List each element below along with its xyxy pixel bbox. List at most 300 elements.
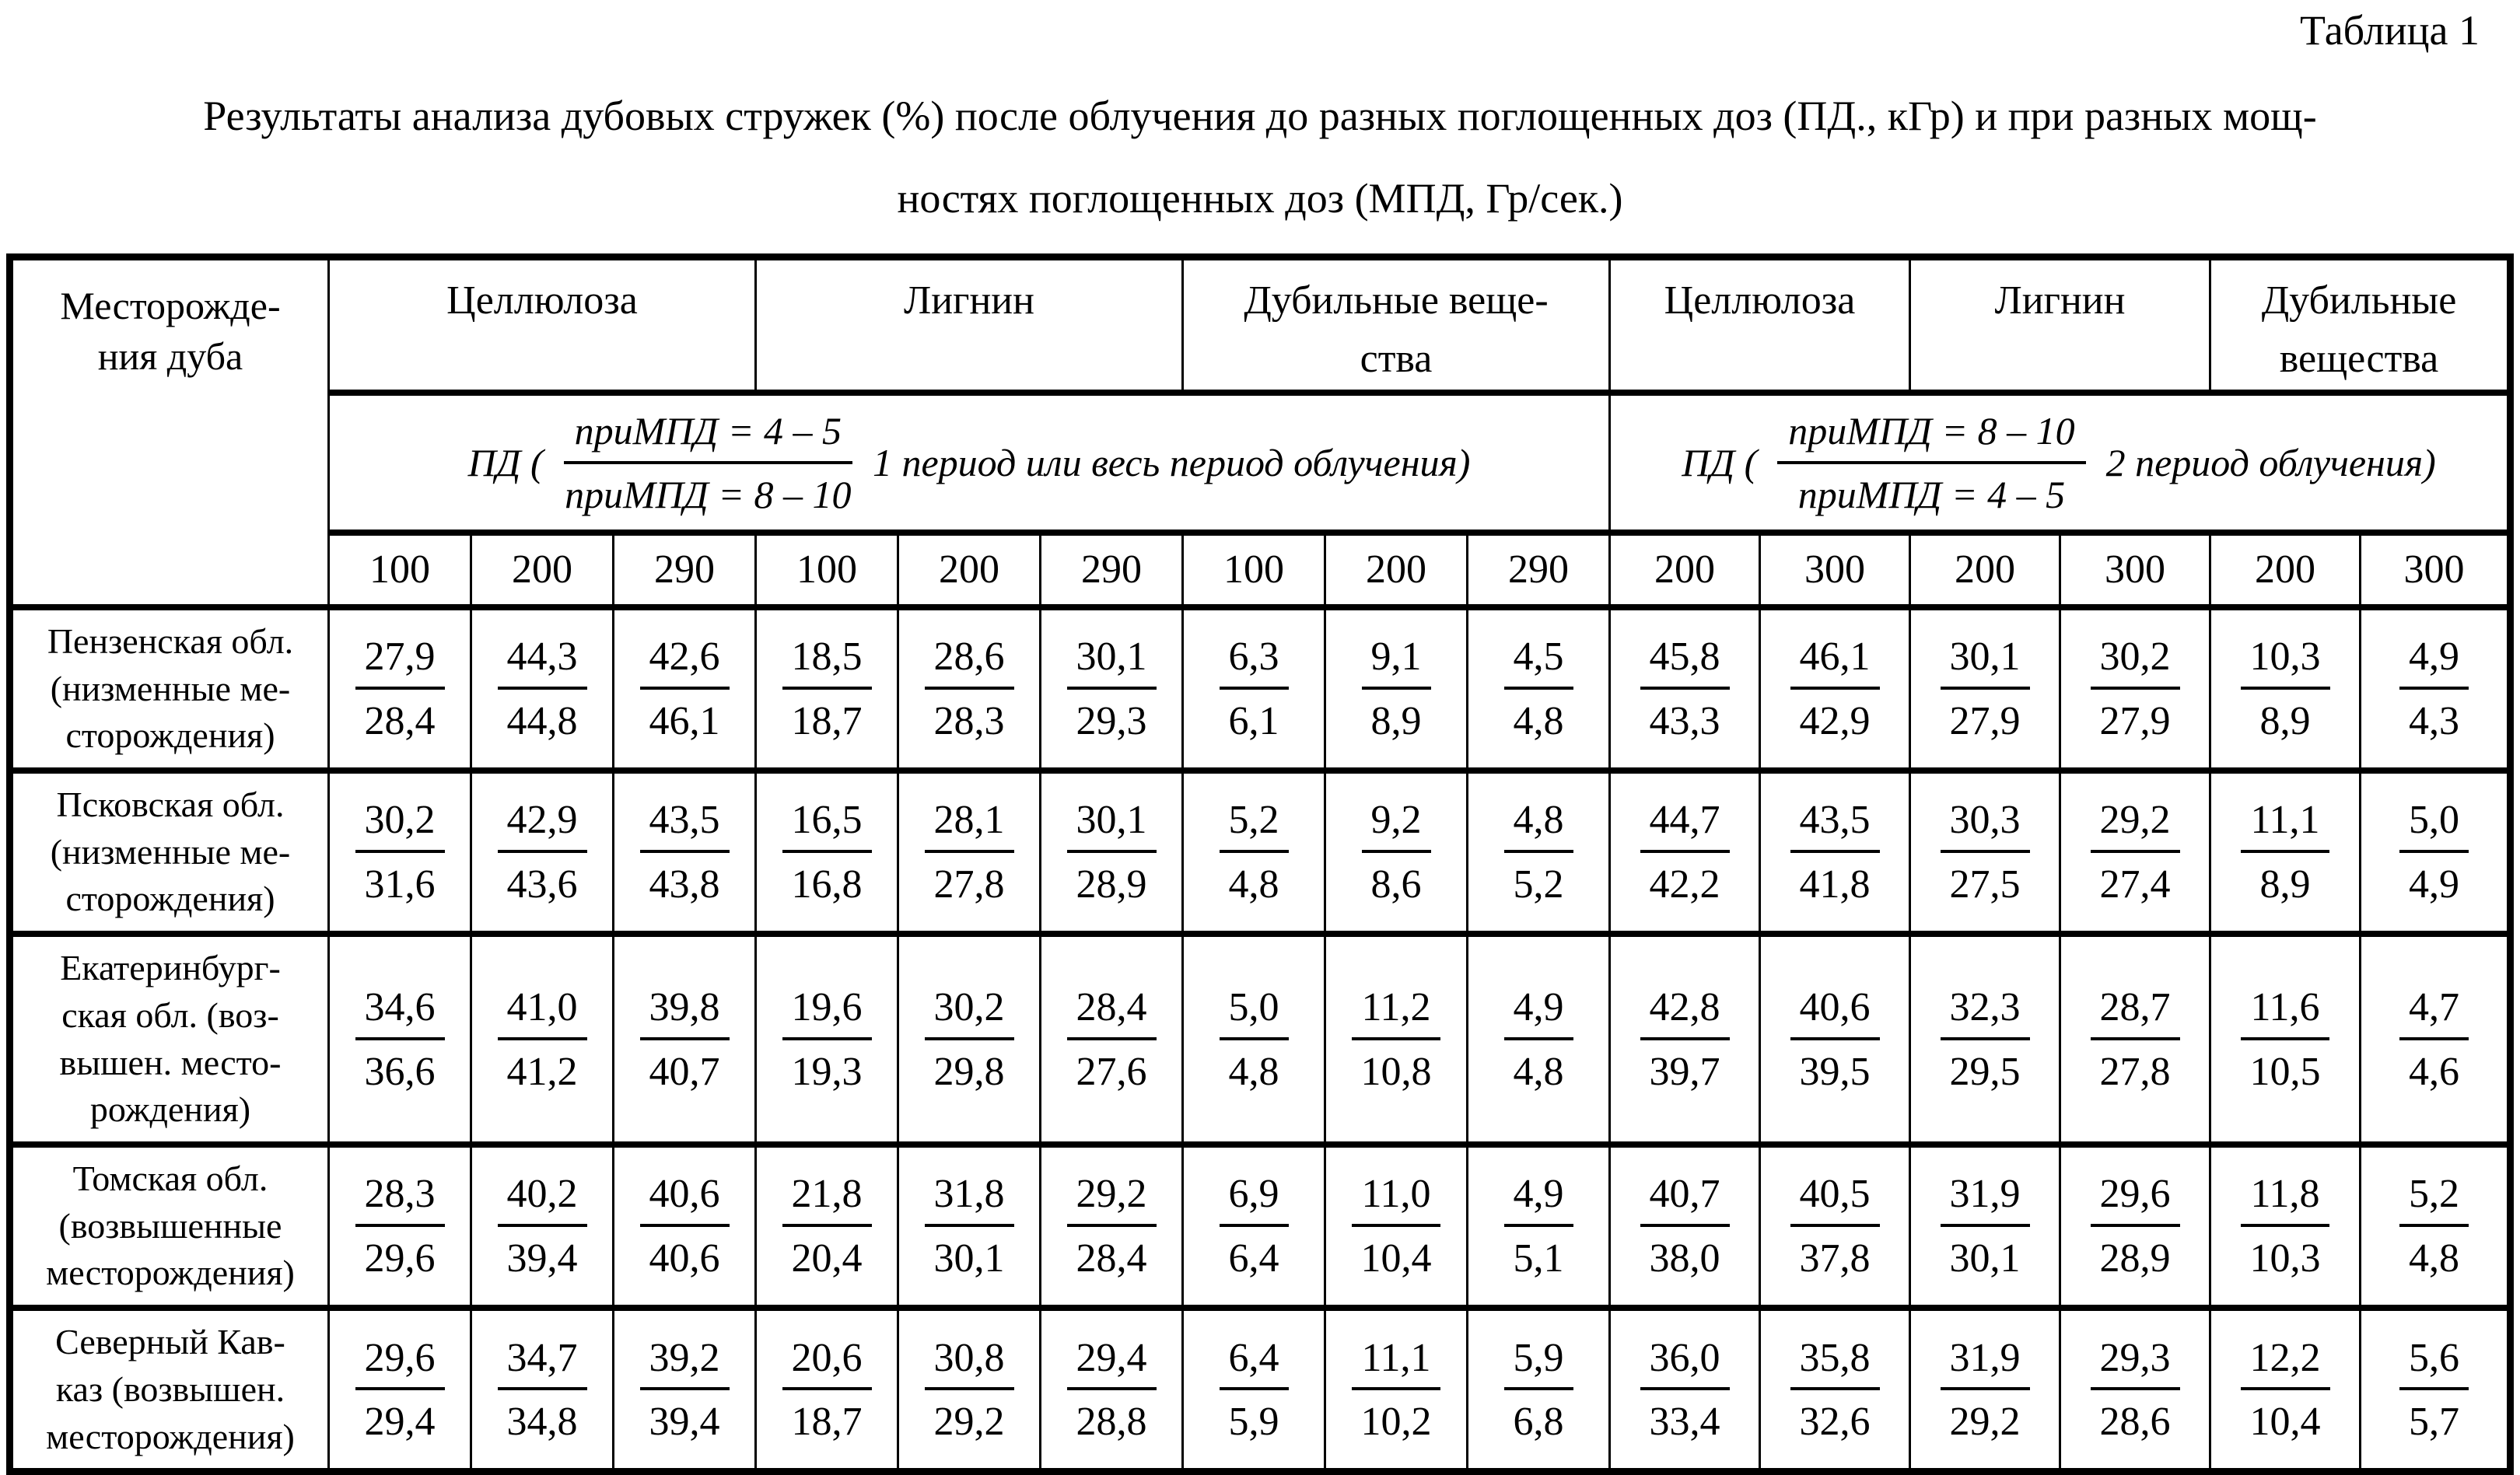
dose-formula-period-2-content — [1682, 408, 2436, 517]
value-top: 42,6 — [640, 634, 730, 690]
value-top: 18,5 — [782, 634, 872, 690]
value-top: 10,3 — [2241, 634, 2330, 690]
value-fraction — [2399, 798, 2469, 906]
value-cell — [2060, 934, 2210, 1145]
value-top: 28,1 — [925, 798, 1014, 853]
value-fraction — [1504, 798, 1573, 906]
value-fraction — [355, 985, 445, 1093]
value-bottom: 36,6 — [364, 1049, 436, 1094]
value-cell — [1610, 607, 1760, 771]
value-cell — [1183, 1308, 1325, 1472]
value-top: 9,1 — [1362, 634, 1431, 690]
value-top: 40,2 — [498, 1172, 587, 1227]
value-top: 32,3 — [1941, 985, 2030, 1040]
dose-header-cell-12: 200 — [1910, 533, 2060, 607]
value-fraction — [1640, 634, 1730, 743]
column-group-header-1: Целлюлоза — [329, 257, 756, 393]
value-bottom: 40,6 — [649, 1236, 720, 1281]
formula-prefix: ПД ( — [1682, 440, 1758, 484]
value-bottom: 41,8 — [1799, 862, 1871, 907]
value-bottom: 34,8 — [506, 1400, 578, 1445]
value-cell — [1760, 607, 1910, 771]
value-top: 30,2 — [355, 798, 445, 853]
value-bottom: 29,5 — [1949, 1049, 2021, 1094]
value-bottom: 32,6 — [1799, 1400, 1871, 1445]
value-fraction — [2091, 1336, 2180, 1444]
value-top: 44,3 — [498, 634, 587, 690]
value-fraction — [498, 798, 587, 906]
value-bottom: 20,4 — [791, 1236, 863, 1281]
dose-header-cell-4: 100 — [756, 533, 898, 607]
value-cell — [329, 771, 471, 934]
value-top: 4,5 — [1504, 634, 1573, 690]
value-fraction — [782, 1172, 872, 1280]
value-bottom: 18,7 — [791, 1400, 863, 1445]
data-row-5 — [10, 1308, 2511, 1472]
value-bottom: 33,4 — [1649, 1400, 1720, 1445]
value-fraction — [1067, 1336, 1157, 1444]
value-fraction — [925, 634, 1014, 743]
value-top: 9,2 — [1362, 798, 1431, 853]
column-group-header-6: Дубильные вещества — [2210, 257, 2511, 393]
value-cell — [898, 1145, 1041, 1308]
value-top: 29,2 — [2091, 798, 2180, 853]
dose-header-cell-8: 200 — [1325, 533, 1468, 607]
dose-header-cell-6: 290 — [1041, 533, 1183, 607]
value-top: 30,1 — [1941, 634, 2030, 690]
value-fraction — [1352, 1336, 1440, 1444]
value-top: 11,2 — [1352, 985, 1440, 1040]
value-fraction — [1640, 798, 1730, 906]
value-top: 5,0 — [1220, 985, 1289, 1040]
value-top: 16,5 — [782, 798, 872, 853]
value-cell — [1760, 1308, 1910, 1472]
value-cell — [756, 607, 898, 771]
value-fraction — [2091, 798, 2180, 906]
formula-fraction — [1777, 408, 2085, 517]
value-fraction — [2091, 1172, 2180, 1280]
value-cell — [471, 607, 614, 771]
value-bottom: 4,8 — [2409, 1236, 2459, 1281]
formula-denominator: приМПД = 4 – 5 — [1797, 472, 2066, 516]
value-bottom: 27,6 — [1076, 1049, 1147, 1094]
value-bottom: 4,3 — [2409, 698, 2459, 743]
value-cell — [1910, 1308, 2060, 1472]
value-cell — [898, 607, 1041, 771]
value-top: 31,9 — [1941, 1172, 2030, 1227]
value-fraction — [355, 634, 445, 743]
value-bottom: 5,1 — [1513, 1236, 1564, 1281]
value-bottom: 10,4 — [1360, 1236, 1432, 1281]
value-cell — [1183, 1145, 1325, 1308]
column-group-header-4: Целлюлоза — [1610, 257, 1910, 393]
value-top: 40,6 — [640, 1172, 730, 1227]
value-cell — [1468, 934, 1610, 1145]
data-row-1 — [10, 607, 2511, 771]
value-bottom: 10,2 — [1360, 1400, 1432, 1445]
value-bottom: 16,8 — [791, 862, 863, 907]
value-fraction — [2241, 985, 2329, 1093]
value-fraction — [925, 985, 1014, 1093]
value-bottom: 29,2 — [933, 1400, 1005, 1445]
value-fraction — [2399, 1336, 2469, 1444]
value-fraction — [1640, 1336, 1730, 1444]
value-cell — [1183, 771, 1325, 934]
value-cell — [898, 934, 1041, 1145]
value-top: 4,7 — [2399, 985, 2469, 1040]
formula-fraction — [564, 408, 852, 517]
value-cell — [2361, 1308, 2511, 1472]
value-bottom: 30,1 — [933, 1236, 1005, 1281]
value-top: 43,5 — [640, 798, 730, 853]
value-cell — [1325, 1145, 1468, 1308]
value-fraction — [2091, 985, 2180, 1093]
value-bottom: 10,5 — [2249, 1049, 2321, 1094]
value-top: 27,9 — [355, 634, 445, 690]
value-cell — [1041, 1308, 1183, 1472]
data-row-4 — [10, 1145, 2511, 1308]
header-row-groups — [10, 257, 2511, 393]
value-fraction — [1640, 985, 1730, 1093]
caption-line-1: Результаты анализа дубовых стружек (%) после облучения до разных поглощенных доз (ПД., кГр) и при разных мощ- — [203, 93, 2317, 139]
value-top: 11,1 — [1352, 1336, 1440, 1391]
value-fraction — [1790, 985, 1880, 1093]
value-fraction — [1941, 798, 2030, 906]
value-fraction — [498, 1172, 587, 1280]
value-top: 5,9 — [1504, 1336, 1573, 1391]
dose-formula-period-1 — [329, 393, 1610, 533]
value-top: 34,7 — [498, 1336, 587, 1391]
value-fraction — [1790, 1172, 1880, 1280]
value-cell — [2060, 771, 2210, 934]
value-fraction — [640, 1172, 730, 1280]
value-cell — [1041, 771, 1183, 934]
value-top: 28,7 — [2091, 985, 2180, 1040]
region-cell: Псковская обл. (низменные ме- сторождения) — [10, 771, 329, 934]
value-bottom: 39,7 — [1649, 1049, 1720, 1094]
value-cell — [2361, 1145, 2511, 1308]
value-top: 6,3 — [1220, 634, 1289, 690]
value-bottom: 27,9 — [1949, 698, 2021, 743]
value-top: 36,0 — [1640, 1336, 1730, 1391]
value-top: 4,8 — [1504, 798, 1573, 853]
results-table — [6, 253, 2514, 1475]
value-bottom: 28,6 — [2099, 1400, 2171, 1445]
value-top: 30,1 — [1067, 798, 1157, 853]
value-bottom: 44,8 — [506, 698, 578, 743]
value-top: 20,6 — [782, 1336, 872, 1391]
value-bottom: 37,8 — [1799, 1236, 1871, 1281]
value-fraction — [1362, 798, 1431, 906]
value-cell — [614, 1145, 756, 1308]
formula-numerator: приМПД = 4 – 5 — [564, 408, 852, 464]
value-fraction — [1220, 1172, 1289, 1280]
value-cell — [1760, 934, 1910, 1145]
value-bottom: 39,5 — [1799, 1049, 1871, 1094]
value-bottom: 38,0 — [1649, 1236, 1720, 1281]
header-row-doses — [10, 533, 2511, 607]
value-fraction — [1504, 1172, 1573, 1280]
value-fraction — [1352, 1172, 1440, 1280]
value-top: 31,8 — [925, 1172, 1014, 1227]
value-cell — [1910, 934, 2060, 1145]
dose-formula-period-1-content — [468, 408, 1471, 517]
dose-header-cell-14: 200 — [2210, 533, 2361, 607]
dose-header-cell-5: 200 — [898, 533, 1041, 607]
value-fraction — [2399, 985, 2469, 1093]
value-fraction — [782, 798, 872, 906]
value-cell — [614, 771, 756, 934]
value-fraction — [782, 634, 872, 743]
value-bottom: 18,7 — [791, 698, 863, 743]
value-fraction — [2241, 634, 2330, 743]
value-bottom: 43,8 — [649, 862, 720, 907]
value-bottom: 8,9 — [2259, 698, 2311, 743]
value-bottom: 27,9 — [2099, 698, 2171, 743]
value-cell — [1041, 1145, 1183, 1308]
value-bottom: 10,3 — [2249, 1236, 2321, 1281]
dose-header-cell-15: 300 — [2361, 533, 2511, 607]
value-bottom: 42,9 — [1799, 698, 1871, 743]
value-top: 44,7 — [1640, 798, 1730, 853]
value-bottom: 29,2 — [1949, 1400, 2021, 1445]
value-bottom: 39,4 — [649, 1400, 720, 1445]
value-cell — [614, 934, 756, 1145]
value-bottom: 29,3 — [1076, 698, 1147, 743]
value-bottom: 29,6 — [364, 1236, 436, 1281]
value-fraction — [1220, 798, 1289, 906]
value-bottom: 27,4 — [2099, 862, 2171, 907]
value-cell — [329, 1145, 471, 1308]
value-top: 4,9 — [1504, 985, 1573, 1040]
value-fraction — [498, 1336, 587, 1444]
value-cell — [1910, 1145, 2060, 1308]
value-cell — [756, 1308, 898, 1472]
value-bottom: 28,9 — [2099, 1236, 2171, 1281]
value-bottom: 10,4 — [2249, 1400, 2321, 1445]
value-fraction — [1941, 985, 2030, 1093]
value-bottom: 4,9 — [2409, 862, 2459, 907]
value-fraction — [355, 798, 445, 906]
value-top: 46,1 — [1790, 634, 1880, 690]
value-cell — [2361, 934, 2511, 1145]
value-bottom: 29,4 — [364, 1400, 436, 1445]
value-fraction — [1362, 634, 1431, 743]
dose-header-cell-13: 300 — [2060, 533, 2210, 607]
value-cell — [2060, 607, 2210, 771]
value-fraction — [1790, 798, 1880, 906]
column-group-header-3: Дубильные веще- ства — [1183, 257, 1610, 393]
value-bottom: 46,1 — [649, 698, 720, 743]
value-cell — [1468, 1145, 1610, 1308]
value-top: 5,2 — [2399, 1172, 2469, 1227]
value-top: 30,3 — [1941, 798, 2030, 853]
value-cell — [1468, 771, 1610, 934]
value-top: 4,9 — [1504, 1172, 1573, 1227]
value-top: 6,4 — [1220, 1336, 1289, 1391]
value-top: 4,9 — [2399, 634, 2469, 690]
value-bottom: 27,8 — [933, 862, 1005, 907]
value-fraction — [355, 1336, 445, 1444]
value-bottom: 8,9 — [1370, 698, 1422, 743]
value-cell — [471, 934, 614, 1145]
dose-formula-period-2 — [1610, 393, 2511, 533]
value-top: 28,4 — [1067, 985, 1157, 1040]
table-caption — [0, 93, 2520, 222]
value-fraction — [498, 985, 587, 1093]
value-top: 40,5 — [1790, 1172, 1880, 1227]
value-fraction — [2399, 1172, 2469, 1280]
value-top: 29,6 — [355, 1336, 445, 1391]
region-cell: Северный Кав- каз (возвышен. месторождения) — [10, 1308, 329, 1472]
value-cell — [2361, 771, 2511, 934]
value-fraction — [2241, 1336, 2330, 1444]
value-bottom: 28,4 — [1076, 1236, 1147, 1281]
value-bottom: 30,1 — [1949, 1236, 2021, 1281]
value-cell — [2210, 1145, 2361, 1308]
formula-numerator: приМПД = 8 – 10 — [1777, 408, 2085, 464]
value-bottom: 43,6 — [506, 862, 578, 907]
value-top: 35,8 — [1790, 1336, 1880, 1391]
value-fraction — [1352, 985, 1440, 1093]
value-bottom: 28,3 — [933, 698, 1005, 743]
value-top: 30,2 — [925, 985, 1014, 1040]
region-cell: Пензенская обл. (низменные ме- сторождения) — [10, 607, 329, 771]
caption-line-2: ностях поглощенных доз (МПД, Гр/сек.) — [897, 175, 1623, 222]
region-column-header: Месторожде- ния дуба — [10, 257, 329, 607]
value-fraction — [1220, 1336, 1289, 1444]
value-fraction — [640, 985, 730, 1093]
data-row-2 — [10, 771, 2511, 934]
value-fraction — [2399, 634, 2469, 743]
value-bottom: 4,8 — [1228, 1049, 1279, 1094]
dose-header-cell-11: 300 — [1760, 533, 1910, 607]
data-row-3 — [10, 934, 2511, 1145]
value-top: 28,3 — [355, 1172, 445, 1227]
value-bottom: 5,7 — [2409, 1400, 2459, 1445]
value-cell — [1468, 1308, 1610, 1472]
value-cell — [2361, 607, 2511, 771]
value-fraction — [1067, 1172, 1157, 1280]
value-top: 11,1 — [2241, 798, 2329, 853]
value-cell — [1183, 607, 1325, 771]
value-bottom: 42,2 — [1649, 862, 1720, 907]
value-bottom: 27,8 — [2099, 1049, 2171, 1094]
value-bottom: 5,2 — [1513, 862, 1564, 907]
value-bottom: 5,9 — [1228, 1400, 1279, 1445]
value-fraction — [1504, 1336, 1573, 1444]
value-bottom: 8,6 — [1370, 862, 1422, 907]
value-top: 43,5 — [1790, 798, 1880, 853]
value-bottom: 4,6 — [2409, 1049, 2459, 1094]
value-fraction — [1504, 634, 1573, 743]
header-row-formulas — [10, 393, 2511, 533]
value-fraction — [1504, 985, 1573, 1093]
value-bottom: 19,3 — [791, 1049, 863, 1094]
dose-header-cell-9: 290 — [1468, 533, 1610, 607]
value-fraction — [1790, 1336, 1880, 1444]
dose-header-cell-2: 200 — [471, 533, 614, 607]
value-cell — [2210, 1308, 2361, 1472]
value-top: 29,2 — [1067, 1172, 1157, 1227]
table-number-label: Таблица 1 — [2300, 7, 2480, 54]
dose-header-cell-10: 200 — [1610, 533, 1760, 607]
value-fraction — [1941, 1336, 2030, 1444]
value-cell — [471, 1145, 614, 1308]
value-bottom: 10,8 — [1360, 1049, 1432, 1094]
column-group-header-2: Лигнин — [756, 257, 1183, 393]
value-fraction — [640, 634, 730, 743]
value-bottom: 31,6 — [364, 862, 436, 907]
value-cell — [1610, 1308, 1760, 1472]
value-cell — [1610, 771, 1760, 934]
value-top: 30,1 — [1067, 634, 1157, 690]
value-cell — [1325, 1308, 1468, 1472]
value-fraction — [782, 985, 872, 1093]
value-cell — [1325, 934, 1468, 1145]
value-bottom: 4,8 — [1513, 698, 1564, 743]
column-group-header-5: Лигнин — [1910, 257, 2210, 393]
value-top: 45,8 — [1640, 634, 1730, 690]
value-top: 19,6 — [782, 985, 872, 1040]
value-cell — [1325, 607, 1468, 771]
formula-suffix: 1 период или весь период облучения) — [872, 440, 1471, 484]
value-cell — [1610, 934, 1760, 1145]
value-cell — [1041, 607, 1183, 771]
value-top: 40,6 — [1790, 985, 1880, 1040]
value-bottom: 4,8 — [1513, 1049, 1564, 1094]
dose-header-cell-1: 100 — [329, 533, 471, 607]
value-cell — [1041, 934, 1183, 1145]
value-bottom: 4,8 — [1228, 862, 1279, 907]
value-cell — [756, 1145, 898, 1308]
value-cell — [1760, 1145, 1910, 1308]
value-cell — [1325, 771, 1468, 934]
value-top: 6,9 — [1220, 1172, 1289, 1227]
value-fraction — [1220, 985, 1289, 1093]
value-fraction — [2241, 1172, 2329, 1280]
value-cell — [614, 607, 756, 771]
value-bottom: 6,8 — [1513, 1400, 1564, 1445]
value-fraction — [1067, 798, 1157, 906]
value-cell — [756, 934, 898, 1145]
region-cell: Томская обл. (возвышенные месторождения) — [10, 1145, 329, 1308]
value-top: 5,6 — [2399, 1336, 2469, 1391]
formula-suffix: 2 период облучения) — [2105, 440, 2436, 484]
value-cell — [2210, 607, 2361, 771]
value-fraction — [1220, 634, 1289, 743]
value-top: 11,8 — [2241, 1172, 2329, 1227]
value-fraction — [355, 1172, 445, 1280]
value-top: 29,6 — [2091, 1172, 2180, 1227]
value-fraction — [1941, 634, 2030, 743]
value-fraction — [925, 798, 1014, 906]
value-fraction — [640, 1336, 730, 1444]
value-cell — [898, 771, 1041, 934]
value-cell — [756, 771, 898, 934]
value-bottom: 28,8 — [1076, 1400, 1147, 1445]
value-cell — [2210, 934, 2361, 1145]
value-top: 39,2 — [640, 1336, 730, 1391]
value-fraction — [925, 1172, 1014, 1280]
value-top: 30,2 — [2091, 634, 2180, 690]
value-top: 11,0 — [1352, 1172, 1440, 1227]
value-cell — [471, 771, 614, 934]
value-top: 39,8 — [640, 985, 730, 1040]
value-fraction — [2091, 634, 2180, 743]
value-bottom: 27,5 — [1949, 862, 2021, 907]
formula-prefix: ПД ( — [467, 440, 544, 484]
